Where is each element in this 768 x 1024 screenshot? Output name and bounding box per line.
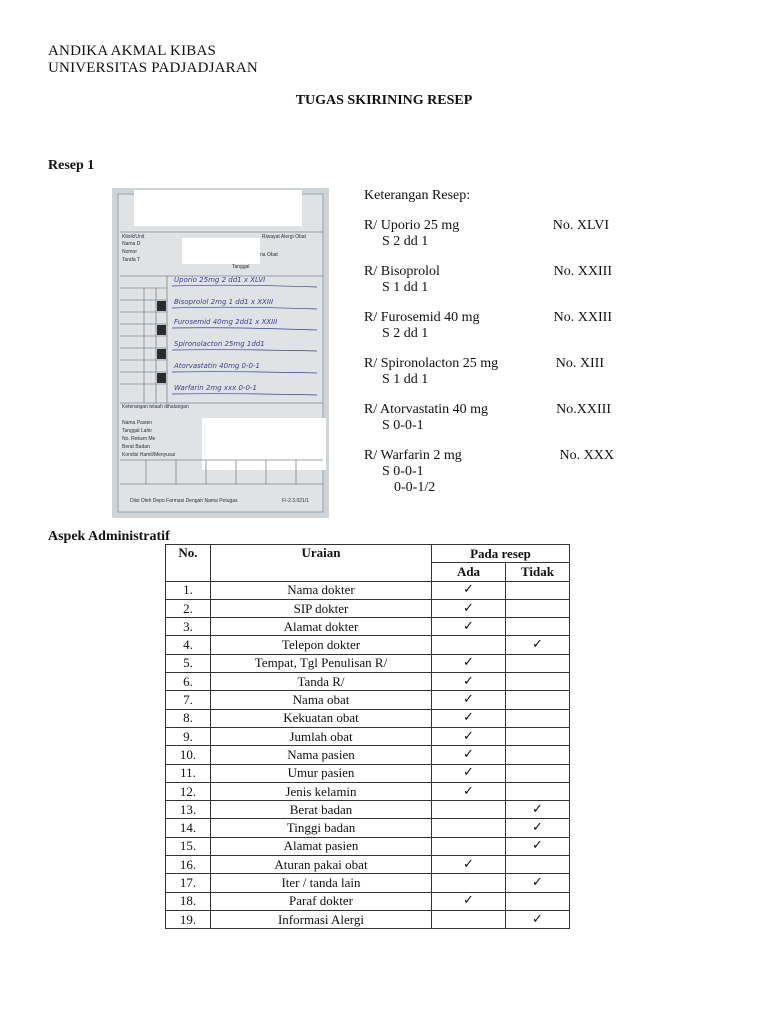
photo-rx-line: Uporio 25mg 2 dd1 x XLVI [174, 276, 266, 284]
row-tidak-check [506, 746, 570, 764]
table-row [166, 892, 570, 910]
row-tidak-check [506, 691, 570, 709]
table-row [166, 581, 570, 599]
row-no: 10. [166, 746, 211, 764]
row-ada-check [432, 910, 506, 928]
rx-dose: S 2 dd 1 [382, 326, 429, 341]
row-uraian: Iter / tanda lain [211, 874, 432, 892]
row-no: 13. [166, 801, 211, 819]
rx-qty: No.XXIII [556, 402, 611, 417]
row-ada-check: ✓ [432, 618, 506, 636]
row-no: 16. [166, 856, 211, 874]
row-uraian: Paraf dokter [211, 892, 432, 910]
author-name: ANDIKA AKMAL KIBAS [48, 43, 217, 59]
row-no: 4. [166, 636, 211, 654]
table-row [166, 673, 570, 691]
rx-qty: No. XLVI [552, 218, 609, 233]
photo-rx-line: Spironolacton 25mg 1dd1 [174, 340, 265, 348]
row-tidak-check [506, 709, 570, 727]
row-uraian: SIP dokter [211, 599, 432, 617]
row-uraian: Jenis kelamin [211, 782, 432, 800]
col-header-no: No. [166, 545, 211, 582]
prescription-photo [112, 188, 329, 518]
row-tidak-check: ✓ [506, 801, 570, 819]
photo-rx-line: Bisoprolol 2mg 1 dd1 x XXIII [174, 298, 274, 306]
rx-item [364, 310, 664, 356]
row-uraian: Nama dokter [211, 581, 432, 599]
rx-dose: S 2 dd 1 [382, 234, 429, 249]
rx-qty: No. XXX [559, 448, 614, 463]
table-row [166, 691, 570, 709]
col-header-uraian: Uraian [211, 545, 432, 582]
rx-drug: R/ Bisoprolol [364, 264, 440, 279]
table-row [166, 837, 570, 855]
row-ada-check: ✓ [432, 709, 506, 727]
rx-drug: R/ Uporio 25 mg [364, 218, 460, 233]
aspek-label: Aspek Administratif [48, 529, 170, 544]
row-ada-check: ✓ [432, 673, 506, 691]
row-uraian: Berat badan [211, 801, 432, 819]
row-tidak-check [506, 782, 570, 800]
photo-nama-pasien-label: Nama Pasien [122, 420, 153, 426]
row-ada-check [432, 837, 506, 855]
rx-item [364, 356, 664, 402]
col-header-pada-resep: Pada resep [432, 545, 570, 563]
row-uraian: Aturan pakai obat [211, 856, 432, 874]
photo-berat-label: Berat Badan [122, 444, 150, 450]
row-uraian: Alamat dokter [211, 618, 432, 636]
rx-item [364, 218, 664, 264]
row-no: 9. [166, 727, 211, 745]
row-no: 11. [166, 764, 211, 782]
table-row [166, 874, 570, 892]
row-tidak-check: ✓ [506, 874, 570, 892]
photo-riwayat-label: Riwayat Alergi Obat [262, 234, 306, 240]
row-uraian: Alamat pasien [211, 837, 432, 855]
table-row [166, 764, 570, 782]
page-title: TUGAS SKIRINING RESEP [295, 93, 473, 108]
table-row [166, 709, 570, 727]
rx-dose: S 0-0-1 [382, 464, 424, 479]
row-ada-check [432, 801, 506, 819]
row-uraian: Nama obat [211, 691, 432, 709]
table-row [166, 654, 570, 672]
rx-qty: No. XXIII [553, 310, 612, 325]
photo-nama-obat-label: na Obat [260, 252, 278, 258]
photo-klinik-label: Klinik/Unit [122, 234, 145, 240]
row-tidak-check [506, 764, 570, 782]
row-ada-check [432, 874, 506, 892]
photo-tgl-lahir-label: Tanggal Lahir [122, 428, 153, 434]
row-uraian: Informasi Alergi [211, 910, 432, 928]
row-no: 17. [166, 874, 211, 892]
row-tidak-check [506, 581, 570, 599]
row-uraian: Kekuatan obat [211, 709, 432, 727]
row-uraian: Tanda R/ [211, 673, 432, 691]
row-ada-check [432, 636, 506, 654]
row-ada-check: ✓ [432, 782, 506, 800]
row-no: 15. [166, 837, 211, 855]
row-ada-check: ✓ [432, 764, 506, 782]
photo-no-rekam-label: No. Rekam Me [122, 436, 156, 442]
photo-code-label: F/-2.3.021/1 [282, 498, 309, 504]
photo-kondisi-label: Kondisi Hamil/Menyusui [122, 452, 176, 458]
table-row [166, 801, 570, 819]
row-tidak-check [506, 599, 570, 617]
photo-rx-line: Furosemid 40mg 2dd1 x XXIII [174, 318, 278, 326]
keterangan-resep [364, 188, 664, 494]
row-no: 12. [166, 782, 211, 800]
row-no: 2. [166, 599, 211, 617]
aspek-administratif-table [165, 544, 570, 929]
table-row [166, 636, 570, 654]
row-no: 1. [166, 581, 211, 599]
row-tidak-check: ✓ [506, 910, 570, 928]
row-tidak-check: ✓ [506, 819, 570, 837]
rx-item [364, 264, 664, 310]
rx-dose: S 0-0-1 [382, 418, 424, 433]
row-tidak-check [506, 654, 570, 672]
photo-footer-label: Diisi Oleh Depo Farmasi Dengan Nama Petugas [130, 498, 238, 504]
row-ada-check: ✓ [432, 856, 506, 874]
row-no: 5. [166, 654, 211, 672]
table-row [166, 856, 570, 874]
row-ada-check: ✓ [432, 581, 506, 599]
row-ada-check: ✓ [432, 691, 506, 709]
row-no: 18. [166, 892, 211, 910]
photo-nomor-label: Nomor [122, 249, 138, 255]
row-uraian: Nama pasien [211, 746, 432, 764]
rx-drug: R/ Furosemid 40 mg [364, 310, 480, 325]
table-row [166, 910, 570, 928]
row-tidak-check [506, 727, 570, 745]
row-ada-check: ✓ [432, 727, 506, 745]
table-row [166, 819, 570, 837]
row-ada-check [432, 819, 506, 837]
rx-item [364, 448, 664, 494]
resep-label: Resep 1 [48, 158, 95, 173]
table-row [166, 746, 570, 764]
photo-tanggal-label: Tanggal [232, 264, 250, 270]
row-uraian: Umur pasien [211, 764, 432, 782]
col-header-tidak: Tidak [506, 563, 570, 581]
rx-dose-2: 0-0-1/2 [394, 480, 436, 495]
row-uraian: Telepon dokter [211, 636, 432, 654]
row-uraian: Tinggi badan [211, 819, 432, 837]
rx-drug: R/ Spironolacton 25 mg [364, 356, 499, 371]
photo-rx-line: Atorvastatin 40mg 0-0-1 [174, 362, 260, 370]
photo-nama-d-label: Nama D [122, 241, 141, 247]
row-no: 14. [166, 819, 211, 837]
row-no: 6. [166, 673, 211, 691]
rx-qty: No. XIII [555, 356, 604, 371]
table-row [166, 727, 570, 745]
row-tidak-check: ✓ [506, 636, 570, 654]
photo-keterangan-label: Keterangan telaah dihalangan [122, 404, 189, 410]
rx-dose: S 1 dd 1 [382, 280, 429, 295]
row-no: 7. [166, 691, 211, 709]
row-tidak-check [506, 892, 570, 910]
table-row [166, 782, 570, 800]
row-tidak-check [506, 856, 570, 874]
rx-qty: No. XXIII [553, 264, 612, 279]
rx-item [364, 402, 664, 448]
row-uraian: Tempat, Tgl Penulisan R/ [211, 654, 432, 672]
row-ada-check: ✓ [432, 599, 506, 617]
row-uraian: Jumlah obat [211, 727, 432, 745]
row-ada-check: ✓ [432, 892, 506, 910]
rx-drug: R/ Atorvastatin 40 mg [364, 402, 489, 417]
row-tidak-check [506, 673, 570, 691]
row-no: 19. [166, 910, 211, 928]
row-no: 3. [166, 618, 211, 636]
col-header-ada: Ada [432, 563, 506, 581]
keterangan-title: Keterangan Resep: [364, 188, 471, 203]
university-name: UNIVERSITAS PADJADJARAN [48, 60, 258, 76]
photo-rx-line: Warfarin 2mg xxx 0-0-1 [174, 384, 257, 392]
row-no: 8. [166, 709, 211, 727]
table-row [166, 599, 570, 617]
row-ada-check: ✓ [432, 654, 506, 672]
photo-tanda-label: Tanda T [122, 257, 140, 263]
rx-drug: R/ Warfarin 2 mg [364, 448, 462, 463]
rx-dose: S 1 dd 1 [382, 372, 429, 387]
row-tidak-check [506, 618, 570, 636]
row-tidak-check: ✓ [506, 837, 570, 855]
row-ada-check: ✓ [432, 746, 506, 764]
table-row [166, 618, 570, 636]
